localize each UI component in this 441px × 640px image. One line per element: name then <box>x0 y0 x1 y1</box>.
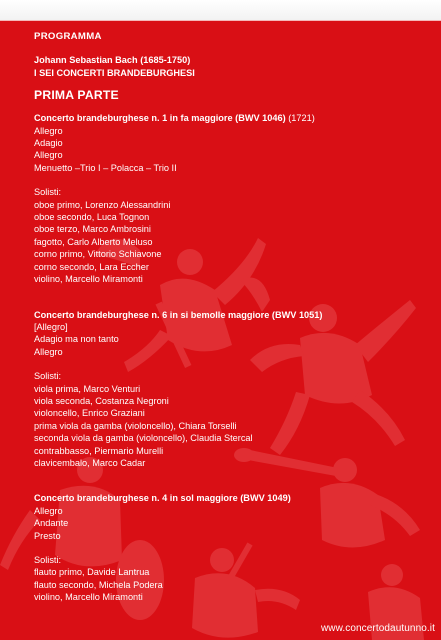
work-title: I SEI CONCERTI BRANDEBURGHESI <box>34 67 195 78</box>
soloists-label: Solisti: <box>34 187 62 198</box>
soloist: viola seconda, Costanza Negroni <box>34 395 169 406</box>
concert-1-heading <box>34 112 434 124</box>
movement: Andante <box>34 518 69 529</box>
movement: Adagio <box>34 138 63 149</box>
soloist: corno secondo, Lara Eccher <box>34 261 149 272</box>
soloist: corno primo, Vittorio Schiavone <box>34 249 162 260</box>
movement: Allegro <box>34 150 63 161</box>
program-label: PROGRAMMA <box>34 31 102 42</box>
soloist: violoncello, Enrico Graziani <box>34 408 145 419</box>
movement: Allegro <box>34 505 63 516</box>
concert-1-year: (1721) <box>285 113 315 124</box>
soloists-list <box>34 370 434 469</box>
concert-4-title: Concerto brandeburghese n. 4 in sol maggiore (BWV 1049) <box>34 493 291 504</box>
concert-6-title: Concerto brandeburghese n. 6 in si bemolle maggiore (BWV 1051) <box>34 309 323 320</box>
soloist: oboe secondo, Luca Tognon <box>34 212 150 223</box>
movement: [Allegro] <box>34 321 68 332</box>
composer-line: Johann Sebastian Bach (1685-1750) <box>34 55 191 66</box>
soloists-label: Solisti: <box>34 555 62 565</box>
soloist: viola prima, Marco Venturi <box>34 383 141 394</box>
concert-4 <box>34 492 434 603</box>
soloist: oboe terzo, Marco Ambrosini <box>34 224 151 235</box>
soloist: clavicembalo, Marco Cadar <box>34 457 146 468</box>
soloists-list <box>34 554 434 604</box>
movement: Menuetto –Trio I – Polacca – Trio II <box>34 162 177 173</box>
soloist: flauto secondo, Michela Podera <box>34 579 163 590</box>
soloist: oboe primo, Lorenzo Alessandrini <box>34 199 171 210</box>
soloist: prima viola da gamba (violoncello), Chiara Torselli <box>34 420 237 431</box>
soloist: contrabbasso, Piermario Murelli <box>34 445 164 456</box>
movement: Adagio ma non tanto <box>34 334 119 345</box>
website-url: www.concertodautunno.it <box>320 623 435 634</box>
soloists-label: Solisti: <box>34 371 62 382</box>
soloist: flauto primo, Davide Lantrua <box>34 567 150 578</box>
movement: Allegro <box>34 346 63 357</box>
program-content <box>34 31 434 604</box>
soloists-list <box>34 186 434 285</box>
concert-1-title: Concerto brandeburghese n. 1 in fa maggiore (BWV 1046) <box>34 113 286 124</box>
soloist: fagotto, Carlo Alberto Meluso <box>34 236 153 247</box>
part-heading: PRIMA PARTE <box>34 88 119 103</box>
soloist: seconda viola da gamba (violoncello), Claudia Stercal <box>34 433 253 444</box>
movement: Allegro <box>34 125 63 136</box>
soloist: violino, Marcello Miramonti <box>34 592 143 603</box>
soloist: violino, Marcello Miramonti <box>34 274 143 285</box>
concert-1 <box>34 112 434 285</box>
concert-6 <box>34 309 434 470</box>
movement: Presto <box>34 530 61 541</box>
